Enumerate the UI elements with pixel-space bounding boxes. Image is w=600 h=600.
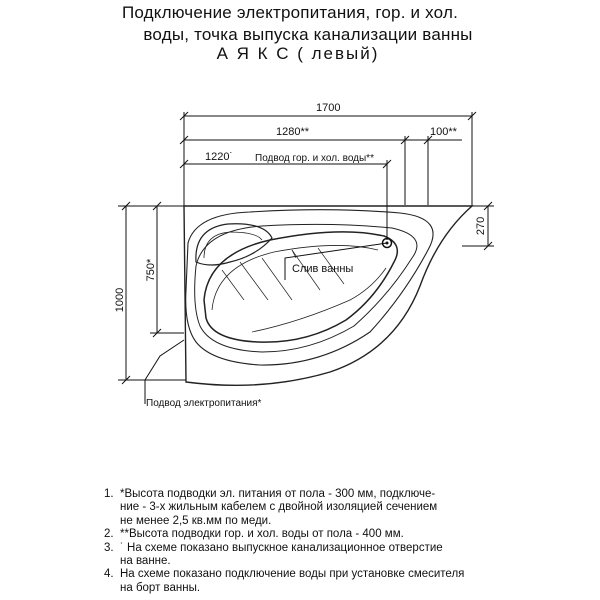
- note-number: 1.: [104, 488, 114, 500]
- title-line-2: воды, точка выпуска канализации ванны: [143, 25, 473, 44]
- dim-text-1280: 1280**: [276, 126, 310, 138]
- dim-text-1220: 1220˙: [205, 151, 234, 163]
- note-line: *Высота подводки эл. питания от пола - 300 мм, подключе-: [120, 488, 436, 500]
- note-number: 2.: [104, 528, 114, 541]
- note-line: на борт ванны.: [120, 581, 201, 594]
- note-line: ˙ На схеме показано выпускное канализационное отверстие: [120, 541, 443, 554]
- dim-text-100: 100**: [430, 126, 457, 138]
- note-item: [104, 542, 584, 569]
- label-power-supply: Подвод электропитания*: [146, 398, 262, 409]
- power-supply-leader: [145, 340, 184, 404]
- title-line-3: А Я К С ( левый): [216, 44, 380, 63]
- note-item: [104, 488, 584, 528]
- label-drain: Слив ванны: [292, 263, 354, 275]
- bathtub-outline: [184, 206, 472, 385]
- note-line: На схеме показано подключение воды при установке смесителя: [120, 568, 465, 581]
- notes-list: [104, 488, 584, 595]
- dim-text-750: 750*: [145, 258, 157, 282]
- note-line: ние - 3-х жильным кабелем с двойной изоляцией сечением: [120, 501, 438, 514]
- note-line: на ванне.: [120, 555, 171, 568]
- note-number: 4.: [104, 568, 114, 581]
- title-line-1: Подключение электропитания, гор. и хол.: [121, 3, 459, 22]
- note-number: 3.: [104, 541, 114, 554]
- note-line: не менее 2,5 кв.мм по меди.: [120, 514, 272, 527]
- note-item: [104, 528, 584, 541]
- dim-text-1700: 1700: [316, 102, 341, 114]
- dim-text-270: 270: [475, 216, 487, 236]
- note-item: [104, 568, 584, 595]
- label-water-supply: Подвод гор. и хол. воды**: [255, 153, 374, 164]
- note-line: **Высота подводки гор. и хол. воды от пола - 400 мм.: [120, 528, 404, 541]
- dim-text-1000: 1000: [114, 287, 126, 313]
